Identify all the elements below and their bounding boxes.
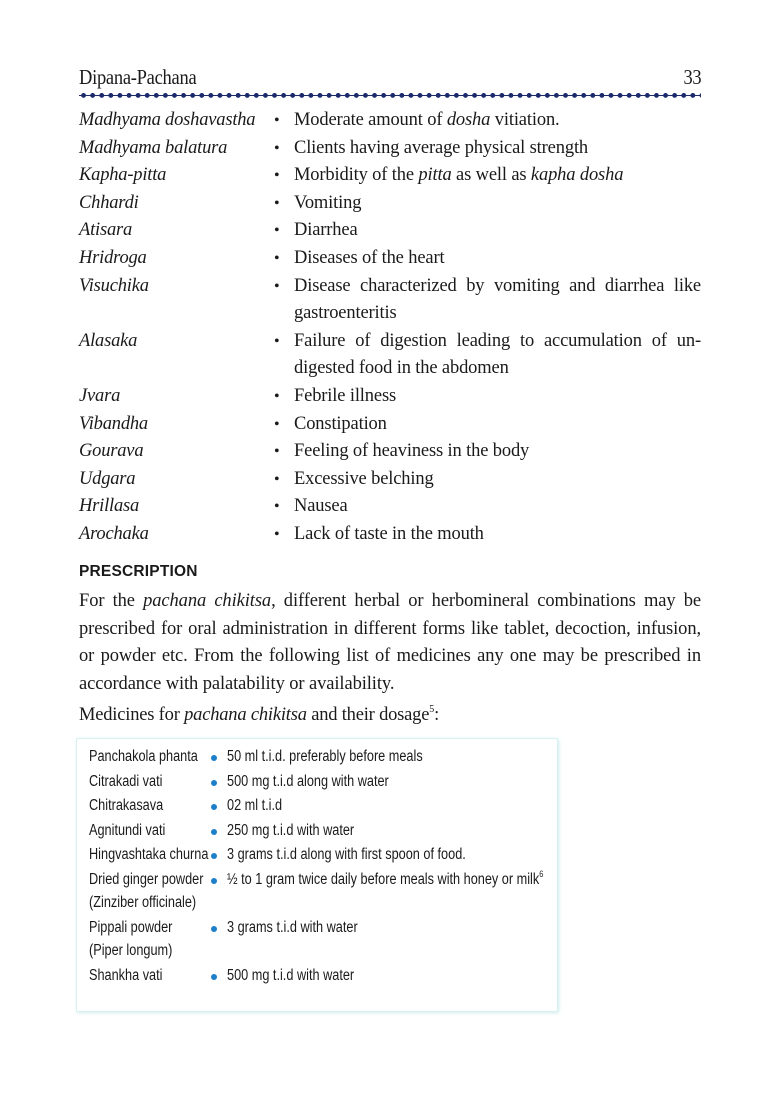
- bullet-icon: •: [274, 443, 280, 461]
- bullet-icon: •: [274, 249, 280, 267]
- term-name: Kapha-pitta: [79, 165, 167, 186]
- bullet-icon: •: [274, 139, 280, 157]
- term-definition: [294, 107, 701, 135]
- definition-segment: Nausea: [294, 496, 348, 517]
- term-definition: [294, 521, 701, 549]
- running-title: Dipana-Pachana: [79, 65, 197, 89]
- definition-segment: Febrile illness: [294, 385, 397, 406]
- term-row: [79, 217, 701, 245]
- medicine-dosage: [227, 868, 543, 915]
- medicine-name: [89, 964, 186, 988]
- term-name: Alasaka: [79, 330, 138, 351]
- term-name: Madhyama balatura: [79, 137, 228, 158]
- blue-bullet-icon: [207, 868, 227, 915]
- definition-italic-segment: dosha: [446, 110, 491, 130]
- medicine-name: [89, 794, 186, 818]
- glossary-term-list: [79, 107, 701, 549]
- definition-segment: Constipation: [294, 413, 387, 434]
- running-head: [79, 62, 701, 90]
- term-row: [79, 466, 701, 494]
- medicine-dosage: [227, 916, 499, 963]
- dosage-text: 500 mg t.i.d with water: [227, 966, 355, 984]
- medicine-name-line: Agnitundi vati: [89, 821, 166, 839]
- medicine-dosage: [227, 794, 499, 818]
- dosage-text: 250 mg t.i.d with water: [227, 821, 355, 839]
- term-definition: [294, 217, 701, 245]
- term-row: [79, 521, 701, 549]
- bullet-icon: •: [274, 415, 280, 433]
- prescription-paragraph: [79, 588, 701, 698]
- term-row: [79, 383, 701, 411]
- medicine-name: [89, 916, 186, 963]
- page-number: 33: [683, 65, 701, 89]
- dosage-text: 3 grams t.i.d along with first spoon of food.: [227, 846, 466, 863]
- definition-segment: Diarrhea: [294, 220, 358, 241]
- term-name: Vibandha: [79, 413, 148, 434]
- term-name: Jvara: [79, 385, 121, 406]
- term-name: Madhyama doshavastha: [79, 110, 256, 130]
- intro-text-before: Medicines for: [79, 705, 185, 725]
- medicine-name-line: Hingvashtaka churna: [89, 846, 209, 863]
- definition-segment: Lack of taste in the mouth: [294, 523, 484, 544]
- medicine-botanical-name: (Piper longum): [89, 942, 173, 959]
- medicine-row: [89, 745, 559, 769]
- blue-bullet-icon: [207, 794, 227, 818]
- definition-segment: Excessive belching: [294, 468, 434, 489]
- paragraph-italic-segment: pachana chikitsa: [143, 591, 272, 611]
- medicine-row: [89, 868, 559, 915]
- bullet-icon: •: [274, 194, 280, 212]
- term-definition: [294, 135, 701, 163]
- medicine-name: [89, 868, 204, 915]
- bullet-icon: •: [274, 112, 280, 129]
- term-name: Atisara: [79, 220, 133, 241]
- paragraph-segment: , different herbal or herbomineral combinations may be prescribed for oral administration in different forms like tablet, decoction, infusion, or powder etc. From the following list of medicines any one may be prescribed in accordance with palatability or availability.: [79, 591, 701, 694]
- medicine-botanical-name: (Zinziber officinale): [89, 894, 197, 911]
- term-name: Hridroga: [79, 247, 147, 268]
- definition-italic-segment: pitta: [418, 165, 452, 186]
- footnote-marker: 6: [539, 868, 544, 879]
- definition-segment: Feeling of heaviness in the body: [294, 441, 530, 462]
- blue-bullet-icon: [207, 770, 227, 794]
- bullet-icon: •: [274, 525, 280, 543]
- definition-segment: Clients having average physical strength: [294, 137, 589, 158]
- term-definition: [294, 273, 701, 328]
- definition-segment: as well as: [451, 165, 531, 186]
- medicine-dosage: [227, 745, 499, 769]
- medicine-name-line: Chitrakasava: [89, 797, 164, 814]
- term-name: Udgara: [79, 468, 136, 489]
- definition-segment: vitiation.: [490, 110, 560, 130]
- bullet-icon: •: [274, 470, 280, 488]
- term-name: Gourava: [79, 441, 144, 462]
- term-definition: [294, 328, 701, 383]
- term-row: [79, 162, 701, 190]
- term-definition: [294, 466, 701, 494]
- dosage-text: 02 ml t.i.d: [227, 797, 283, 814]
- term-row: [79, 135, 701, 163]
- dosage-text: 500 mg t.i.d along with water: [227, 772, 389, 790]
- definition-segment: Diseases of the heart: [294, 247, 445, 268]
- dosage-text: 3 grams t.i.d with water: [227, 918, 358, 936]
- medicine-name-line: Citrakadi vati: [89, 772, 163, 790]
- term-definition: [294, 493, 701, 521]
- medicine-row: [89, 770, 559, 794]
- medicine-dosage: [227, 819, 499, 843]
- term-name: Chhardi: [79, 192, 139, 213]
- term-definition: [294, 162, 701, 190]
- medicine-row: [89, 964, 559, 988]
- term-row: [79, 245, 701, 273]
- term-row: [79, 190, 701, 218]
- medicine-name-line: Panchakola phanta: [89, 748, 198, 765]
- definition-segment: Failure of digestion leading to accumulation of un-digested food in the abdomen: [294, 330, 701, 379]
- bullet-icon: •: [274, 387, 280, 405]
- medicine-row: [89, 843, 559, 867]
- intro-text-after: and their dosage: [306, 705, 430, 725]
- medicines-dosage-table: [89, 745, 559, 988]
- term-name: Arochaka: [79, 523, 149, 544]
- section-heading-prescription: PRESCRIPTION: [79, 563, 198, 580]
- blue-bullet-icon: [207, 843, 227, 867]
- medicine-dosage: [227, 964, 499, 988]
- medicine-dosage: [227, 843, 499, 867]
- blue-bullet-icon: [207, 819, 227, 843]
- dosage-text: ½ to 1 gram twice daily before meals with honey or milk: [227, 870, 540, 888]
- blue-bullet-icon: [207, 916, 227, 963]
- definition-segment: Moderate amount of: [294, 110, 447, 130]
- dosage-text: 50 ml t.i.d. preferably before meals: [227, 748, 423, 765]
- medicine-row: [89, 794, 559, 818]
- definition-segment: Morbidity of the: [294, 165, 419, 186]
- medicines-intro: [79, 702, 439, 728]
- term-definition: [294, 438, 701, 466]
- bullet-icon: •: [274, 498, 280, 516]
- medicine-name: [89, 819, 186, 843]
- medicine-name: [89, 745, 198, 769]
- definition-segment: Vomiting: [294, 192, 362, 213]
- term-row: [79, 328, 701, 383]
- term-definition: [294, 245, 701, 273]
- intro-text-italic: pachana chikitsa: [184, 705, 307, 725]
- term-row: [79, 107, 701, 135]
- term-definition: [294, 383, 701, 411]
- term-definition: [294, 190, 701, 218]
- medicine-name-line: Shankha vati: [89, 966, 163, 984]
- medicine-name-line: Dried ginger powder: [89, 870, 204, 888]
- bullet-icon: •: [274, 277, 280, 295]
- bullet-icon: •: [274, 167, 280, 185]
- term-definition: [294, 411, 701, 439]
- blue-bullet-icon: [207, 964, 227, 988]
- medicine-name: [89, 843, 209, 867]
- ornamental-rule-divider: [79, 93, 701, 99]
- medicine-name-line: Pippali powder: [89, 918, 173, 936]
- definition-segment: Disease characterized by vomiting and diarrhea like gastroenteritis: [294, 275, 701, 324]
- term-row: [79, 438, 701, 466]
- footnote-marker: 5: [429, 704, 435, 715]
- medicine-row: [89, 916, 559, 963]
- medicine-row: [89, 819, 559, 843]
- blue-bullet-icon: [207, 745, 227, 769]
- term-name: Visuchika: [79, 275, 149, 296]
- term-name: Hrillasa: [79, 496, 140, 517]
- term-row: [79, 411, 701, 439]
- paragraph-segment: For the: [79, 591, 144, 611]
- term-row: [79, 273, 701, 328]
- definition-italic-segment: kapha dosha: [530, 165, 624, 186]
- medicine-dosage: [227, 770, 499, 794]
- bullet-icon: •: [274, 222, 280, 240]
- bullet-icon: •: [274, 332, 280, 350]
- medicine-name: [89, 770, 186, 794]
- intro-colon: :: [434, 705, 440, 725]
- term-row: [79, 493, 701, 521]
